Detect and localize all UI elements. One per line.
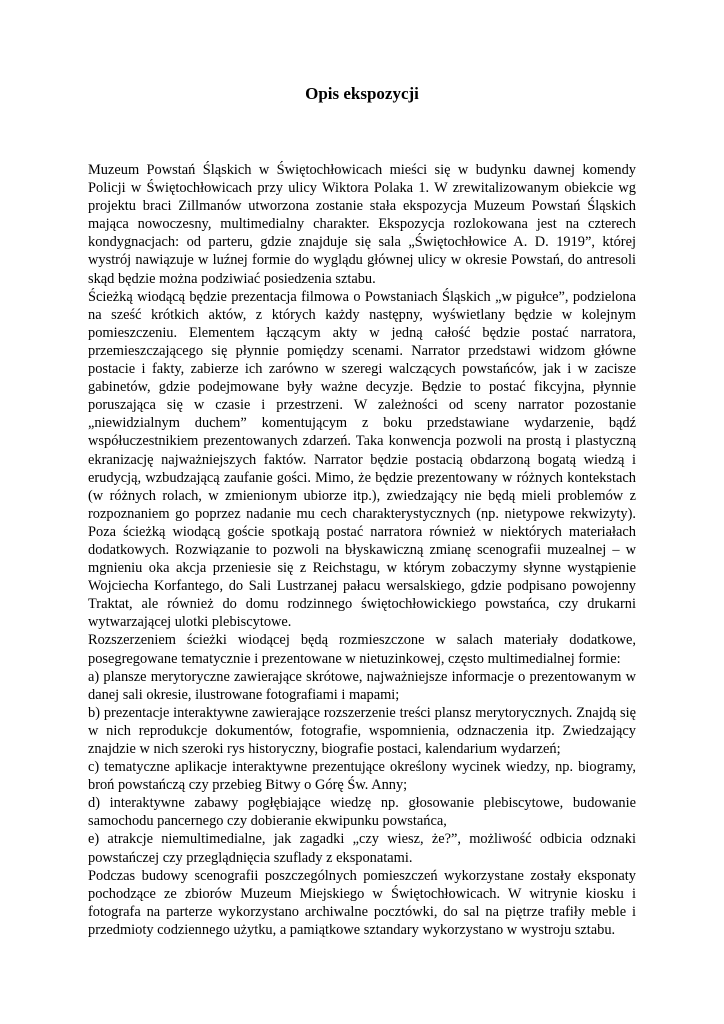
paragraph-additional-materials: Rozszerzeniem ścieżki wiodącej będą rozmieszczone w salach materiały dodatkowe, posegregowane tematycznie i prezentowane w nietuzinkowej, często multimedialnej formie: bbox=[88, 632, 636, 667]
list-item-c: c) tematyczne aplikacje interaktywne prezentujące określony wycinek wiedzy, np. biogramy, broń powstańczą czy przebieg Bitwy o Górę Św. Anny; bbox=[88, 759, 636, 794]
paragraph-intro: Muzeum Powstań Śląskich w Świętochłowicach mieści się w budynku dawnej komendy Policji w Świętochłowicach przy ulicy Wiktora Polaka 1. W zrewitalizowanym obiekcie wg projektu braci Zillmanów utworzona zostanie stała ekspozycja Muzeum Powstań Śląskich mająca nowoczesny, multimedialny charakter. Ekspozycja rozlokowana jest na czterech kondygnacjach: od parteru, gdzie znajduje się sala „Świętochłowice A. D. 1919”, której wystrój nawiązuje w luźnej formie do wyglądu głównej ulicy w okresie Powstań, do antresoli skąd będzie można podziwiać posiedzenia sztabu. bbox=[88, 162, 636, 287]
list-item-a: a) plansze merytoryczne zawierające skrótowe, najważniejsze informacje o prezentowanym w danej sali okresie, ilustrowane fotografiami i mapami; bbox=[88, 668, 636, 703]
paragraph-scenography: Podczas budowy scenografii poszczególnych pomieszczeń wykorzystane zostały eksponaty pochodzące ze zbiorów Muzeum Miejskiego w Świętochłowicach. W witrynie kiosku i fotografa na parterze wykorzystano archiwalne pocztówki, do sal na piętrze trafiły meble i przedmioty codziennego użytku, a pamiątkowe sztandary wykorzystano w wystroju sztabu. bbox=[88, 867, 636, 938]
page-title: Opis ekspozycji bbox=[305, 84, 419, 103]
list-item-b: b) prezentacje interaktywne zawierające rozszerzenie treści plansz merytorycznych. Znajdą się w nich reprodukcje dokumentów, fotografie, wspomnienia, odznaczenia itp. Zwiedzający znajdzie w nich szeroki rys historyczny, biografie postaci, kalendarium wydarzeń; bbox=[88, 704, 636, 757]
list-item-d: d) interaktywne zabawy pogłębiające wiedzę np. głosowanie plebiscytowe, budowanie samochodu pancernego czy dobieranie ekwipunku powstańca, bbox=[88, 795, 636, 830]
paragraph-main-path: Ścieżką wiodącą będzie prezentacja filmowa o Powstaniach Śląskich „w pigułce”, podzielona na sześć krótkich aktów, z których każdy następny, wyświetlany będzie w kolejnym pomieszczeniu. Elementem łączącym akty w jedną całość będzie postać narratora, przemieszczającego się płynnie pomiędzy scenami. Narrator przedstawi widzom główne postacie i fakty, zabierze ich zarówno w szeregi walczących powstańców, jak i w zacisze gabinetów, gdzie podejmowane były ważne decyzje. Będzie to postać fikcyjna, płynnie poruszająca się w czasie i przestrzeni. W zależności od sceny narrator pozostanie „niewidzialnym duchem” komentującym z boku przedstawiane wydarzenie, bądź współuczestnikiem prezentowanych zdarzeń. Taka konwencja pozwoli na prostą i plastyczną ekranizację najważniejszych faktów. Narrator będzie postacią obdarzoną bogatą wiedzą i erudycją, wzbudzającą zaufanie gości. Mimo, że będzie prezentowany w różnych kontekstach (w różnych rolach, w zmienionym ubiorze itp.), zwiedzający nie będą mieli problemów z rozpoznaniem go poprzez nadanie mu cech charakterystycznych (np. nietypowe rekwizyty). Poza ścieżką wiodącą goście spotkają postać narratora również w niektórych materiałach dodatkowych. Rozwiązanie to pozwoli na błyskawiczną zmianę scenografii muzealnej – w mgnieniu oka akcja przeniesie się z Reichstagu, w którym zobaczymy słynne wystąpienie Wojciecha Korfantego, do Sali Lustrzanej pałacu wersalskiego, gdzie podpisano powojenny Traktat, ale również do domu rodzinnego świętochłowickiego powstańca, czy drukarni wytwarzającej ulotki plebiscytowe. bbox=[88, 288, 636, 631]
list-item-e: e) atrakcje niemultimedialne, jak zagadki „czy wiesz, że?”, możliwość odbicia odznaki powstańczej czy przeglądnięcia szuflady z eksponatami. bbox=[88, 831, 636, 866]
document-body bbox=[88, 161, 636, 939]
